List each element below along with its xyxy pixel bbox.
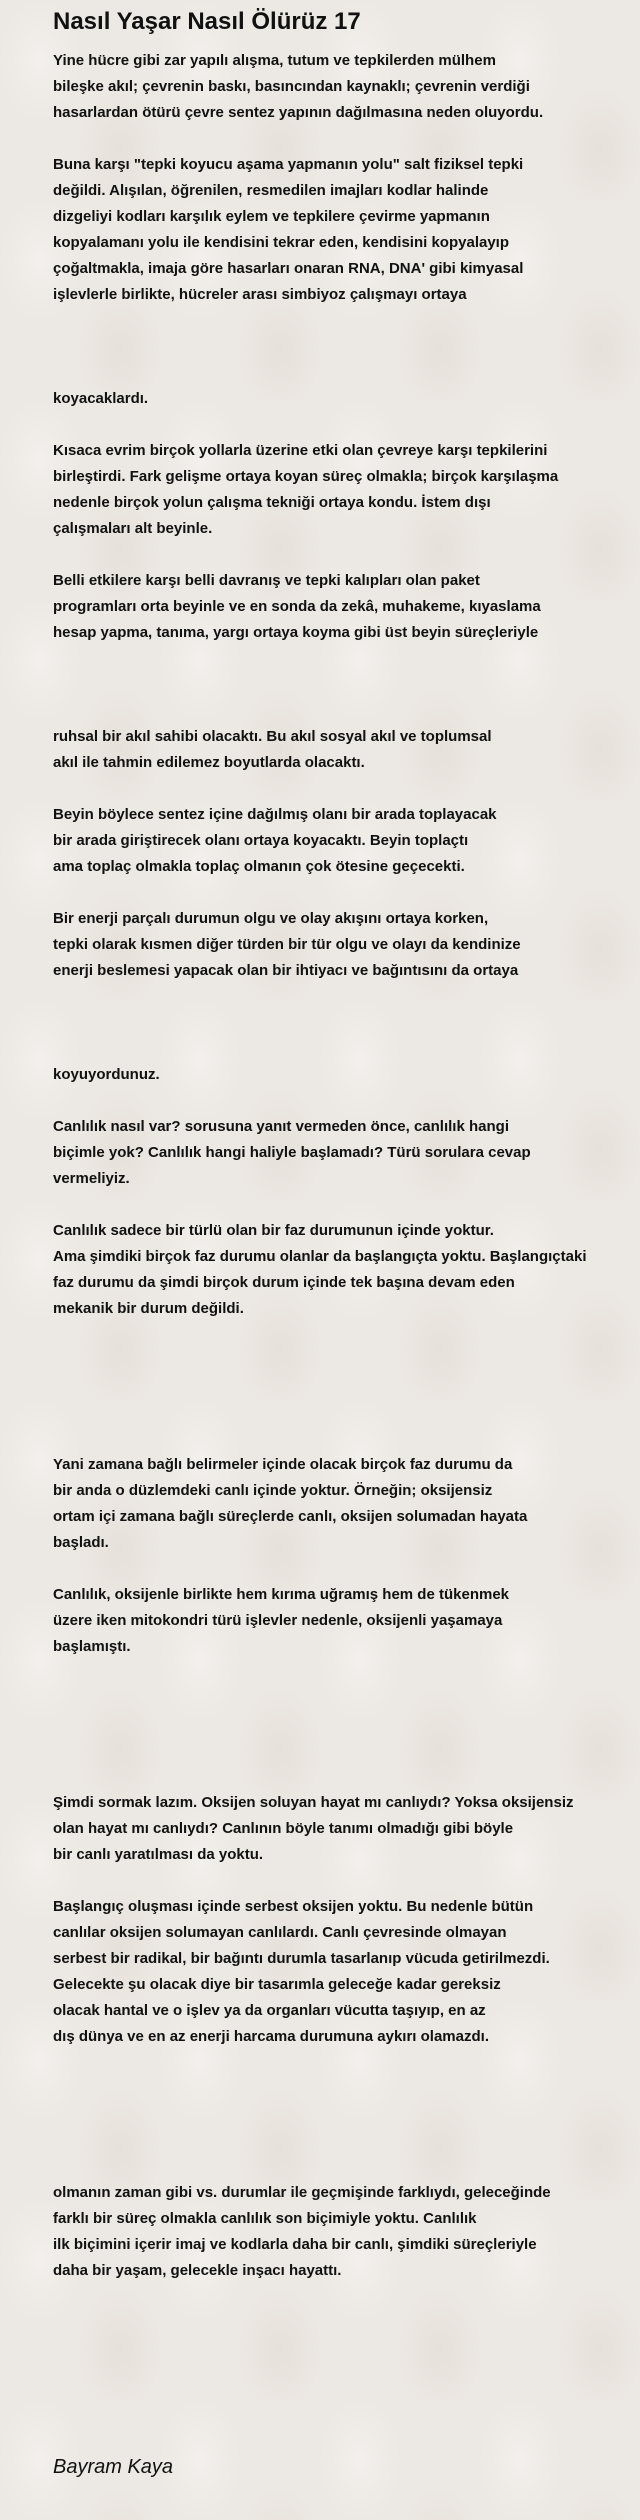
- paragraph: [53, 1114, 640, 1192]
- paragraph: [53, 386, 640, 412]
- paragraph: [53, 438, 640, 542]
- poem-line: Belli etkilere karşı belli davranış ve tepki kalıpları olan paket: [53, 572, 480, 589]
- poem-line: hasarlardan ötürü çevre sentez yapının dağılmasına neden oluyordu.: [53, 104, 544, 121]
- poem-line: Kısaca evrim birçok yollarla üzerine etki olan çevreye karşı tepkilerini: [53, 442, 548, 459]
- paragraph: [53, 802, 640, 880]
- poem-line: programları orta beyinle ve en sonda da zekâ, muhakeme, kıyaslama: [53, 598, 541, 615]
- poem-line: Yani zamana bağlı belirmeler içinde olacak birçok faz durumu da: [53, 1456, 513, 1473]
- poem-line: koyacaklardı.: [53, 390, 149, 407]
- poem-line: ilk biçimini içerir imaj ve kodlarla daha bir canlı, şimdiki süreçleriyle: [53, 2236, 537, 2253]
- poem-line: birleştirdi. Fark gelişme ortaya koyan süreç olmakla; birçok karşılaşma: [53, 468, 559, 485]
- paragraph: [53, 1582, 640, 1660]
- poem-line: Gelecekte şu olacak diye bir tasarımla geleceğe kadar gereksiz: [53, 1976, 501, 1993]
- poem-line: enerji beslemesi yapacak olan bir ihtiyacı ve bağıntısını da ortaya: [53, 962, 519, 979]
- poem-line: biçimle yok? Canlılık hangi haliyle başlamadı? Türü sorulara cevap: [53, 1144, 531, 1161]
- poem-line: olan hayat mı canlıydı? Canlının böyle tanımı olmadığı gibi böyle: [53, 1820, 514, 1837]
- paragraph: [53, 1218, 640, 1322]
- poem-line: akıl ile tahmin edilemez boyutlarda olacaktı.: [53, 754, 365, 771]
- poem-line: ruhsal bir akıl sahibi olacaktı. Bu akıl sosyal akıl ve toplumsal: [53, 728, 492, 745]
- author-signature: Bayram Kaya: [53, 2456, 174, 2478]
- poem-line: işlevlerle birlikte, hücreler arası simbiyoz çalışmayı ortaya: [53, 286, 467, 303]
- poem-line: olmanın zaman gibi vs. durumlar ile geçmişinde farklıydı, geleceğinde: [53, 2184, 551, 2201]
- poem-line: Ama şimdiki birçok faz durumu olanlar da başlangıçta yoktu. Başlangıçtaki: [53, 1248, 587, 1265]
- poem-line: bir anda o düzlemdeki canlı içinde yoktur. Örneğin; oksijensiz: [53, 1482, 493, 1499]
- paragraph: [53, 724, 640, 776]
- paragraph: [53, 152, 640, 308]
- poem-line: vermeliyiz.: [53, 1170, 130, 1187]
- poem-line: faz durumu da şimdi birçok durum içinde tek başına devam eden: [53, 1274, 515, 1291]
- poem-line: Canlılık nasıl var? sorusuna yanıt vermeden önce, canlılık hangi: [53, 1118, 509, 1135]
- poem-line: tepki olarak kısmen diğer türden bir tür olgu ve olayı da kendinize: [53, 936, 521, 953]
- poem-line: Beyin böylece sentez içine dağılmış olanı bir arada toplayacak: [53, 806, 497, 823]
- page-title: Nasıl Yaşar Nasıl Ölürüz 17: [53, 8, 361, 35]
- poem-line: Şimdi sormak lazım. Oksijen soluyan hayat mı canlıydı? Yoksa oksijensiz: [53, 1794, 574, 1811]
- paragraph: [53, 568, 640, 646]
- poem-line: mekanik bir durum değildi.: [53, 1300, 244, 1317]
- poem-line: daha bir yaşam, gelecekle inşacı hayattı.: [53, 2262, 342, 2279]
- poem-line: başladı.: [53, 1534, 109, 1551]
- poem-line: ama toplaç olmakla toplaç olmanın çok ötesine geçecekti.: [53, 858, 465, 875]
- poem-line: dizgeliyi kodları karşılık eylem ve tepkilere çevirme yapmanın: [53, 208, 490, 225]
- paragraph: [53, 1062, 640, 1088]
- poem-line: çoğaltmakla, imaja göre hasarları onaran RNA, DNA' gibi kimyasal: [53, 260, 524, 277]
- poem-line: çalışmaları alt beyinle.: [53, 520, 213, 537]
- paragraph: [53, 906, 640, 984]
- poem-line: hesap yapma, tanıma, yargı ortaya koyma gibi üst beyin süreçleriyle: [53, 624, 539, 641]
- paragraph: [53, 48, 640, 126]
- poem-line: Buna karşı "tepki koyucu aşama yapmanın yolu" salt fiziksel tepki: [53, 156, 524, 173]
- poem-line: nedenle birçok yolun çalışma tekniği ortaya kondu. İstem dışı: [53, 494, 491, 511]
- poem-line: Canlılık, oksijenle birlikte hem kırıma uğramış hem de tükenmek: [53, 1586, 509, 1603]
- poem-line: bileşke akıl; çevrenin baskı, basıncından kaynaklı; çevrenin verdiği: [53, 78, 530, 95]
- paragraph: [53, 1894, 640, 2050]
- paragraph: [53, 1790, 640, 1868]
- poem-line: Başlangıç oluşması içinde serbest oksijen yoktu. Bu nedenle bütün: [53, 1898, 534, 1915]
- poem-body: [53, 48, 640, 2284]
- poem-line: Yine hücre gibi zar yapılı alışma, tutum ve tepkilerden mülhem: [53, 52, 496, 69]
- paragraph: [53, 2180, 640, 2284]
- poem-line: değildi. Alışılan, öğrenilen, resmedilen imajları kodlar halinde: [53, 182, 489, 199]
- poem-line: bir canlı yaratılması da yoktu.: [53, 1846, 264, 1863]
- paragraph: [53, 1452, 640, 1556]
- poem-line: serbest bir radikal, bir bağıntı durumla tasarlanıp vücuda getirilmezdi.: [53, 1950, 550, 1967]
- poem-line: koyuyordunuz.: [53, 1066, 160, 1083]
- poem-line: bir arada giriştirecek olanı ortaya koyacaktı. Beyin toplaçtı: [53, 832, 469, 849]
- poem-line: dış dünya ve en az enerji harcama durumuna aykırı olamazdı.: [53, 2028, 489, 2045]
- poem-line: Canlılık sadece bir türlü olan bir faz durumunun içinde yoktur.: [53, 1222, 494, 1239]
- poem-line: olacak hantal ve o işlev ya da organları vücutta taşıyıp, en az: [53, 2002, 486, 2019]
- poem-line: başlamıştı.: [53, 1638, 131, 1655]
- poem-line: canlılar oksijen solumayan canlılardı. Canlı çevresinde olmayan: [53, 1924, 507, 1941]
- poem-line: üzere iken mitokondri türü işlevler nedenle, oksijenli yaşamaya: [53, 1612, 503, 1629]
- poem-line: kopyalamanı yolu ile kendisini tekrar eden, kendisini kopyalayıp: [53, 234, 509, 251]
- poem-line: ortam içi zamana bağlı süreçlerde canlı, oksijen solumadan hayata: [53, 1508, 528, 1525]
- poem-line: Bir enerji parçalı durumun olgu ve olay akışını ortaya korken,: [53, 910, 489, 927]
- poem-line: farklı bir süreç olmakla canlılık son biçimiyle yoktu. Canlılık: [53, 2210, 477, 2227]
